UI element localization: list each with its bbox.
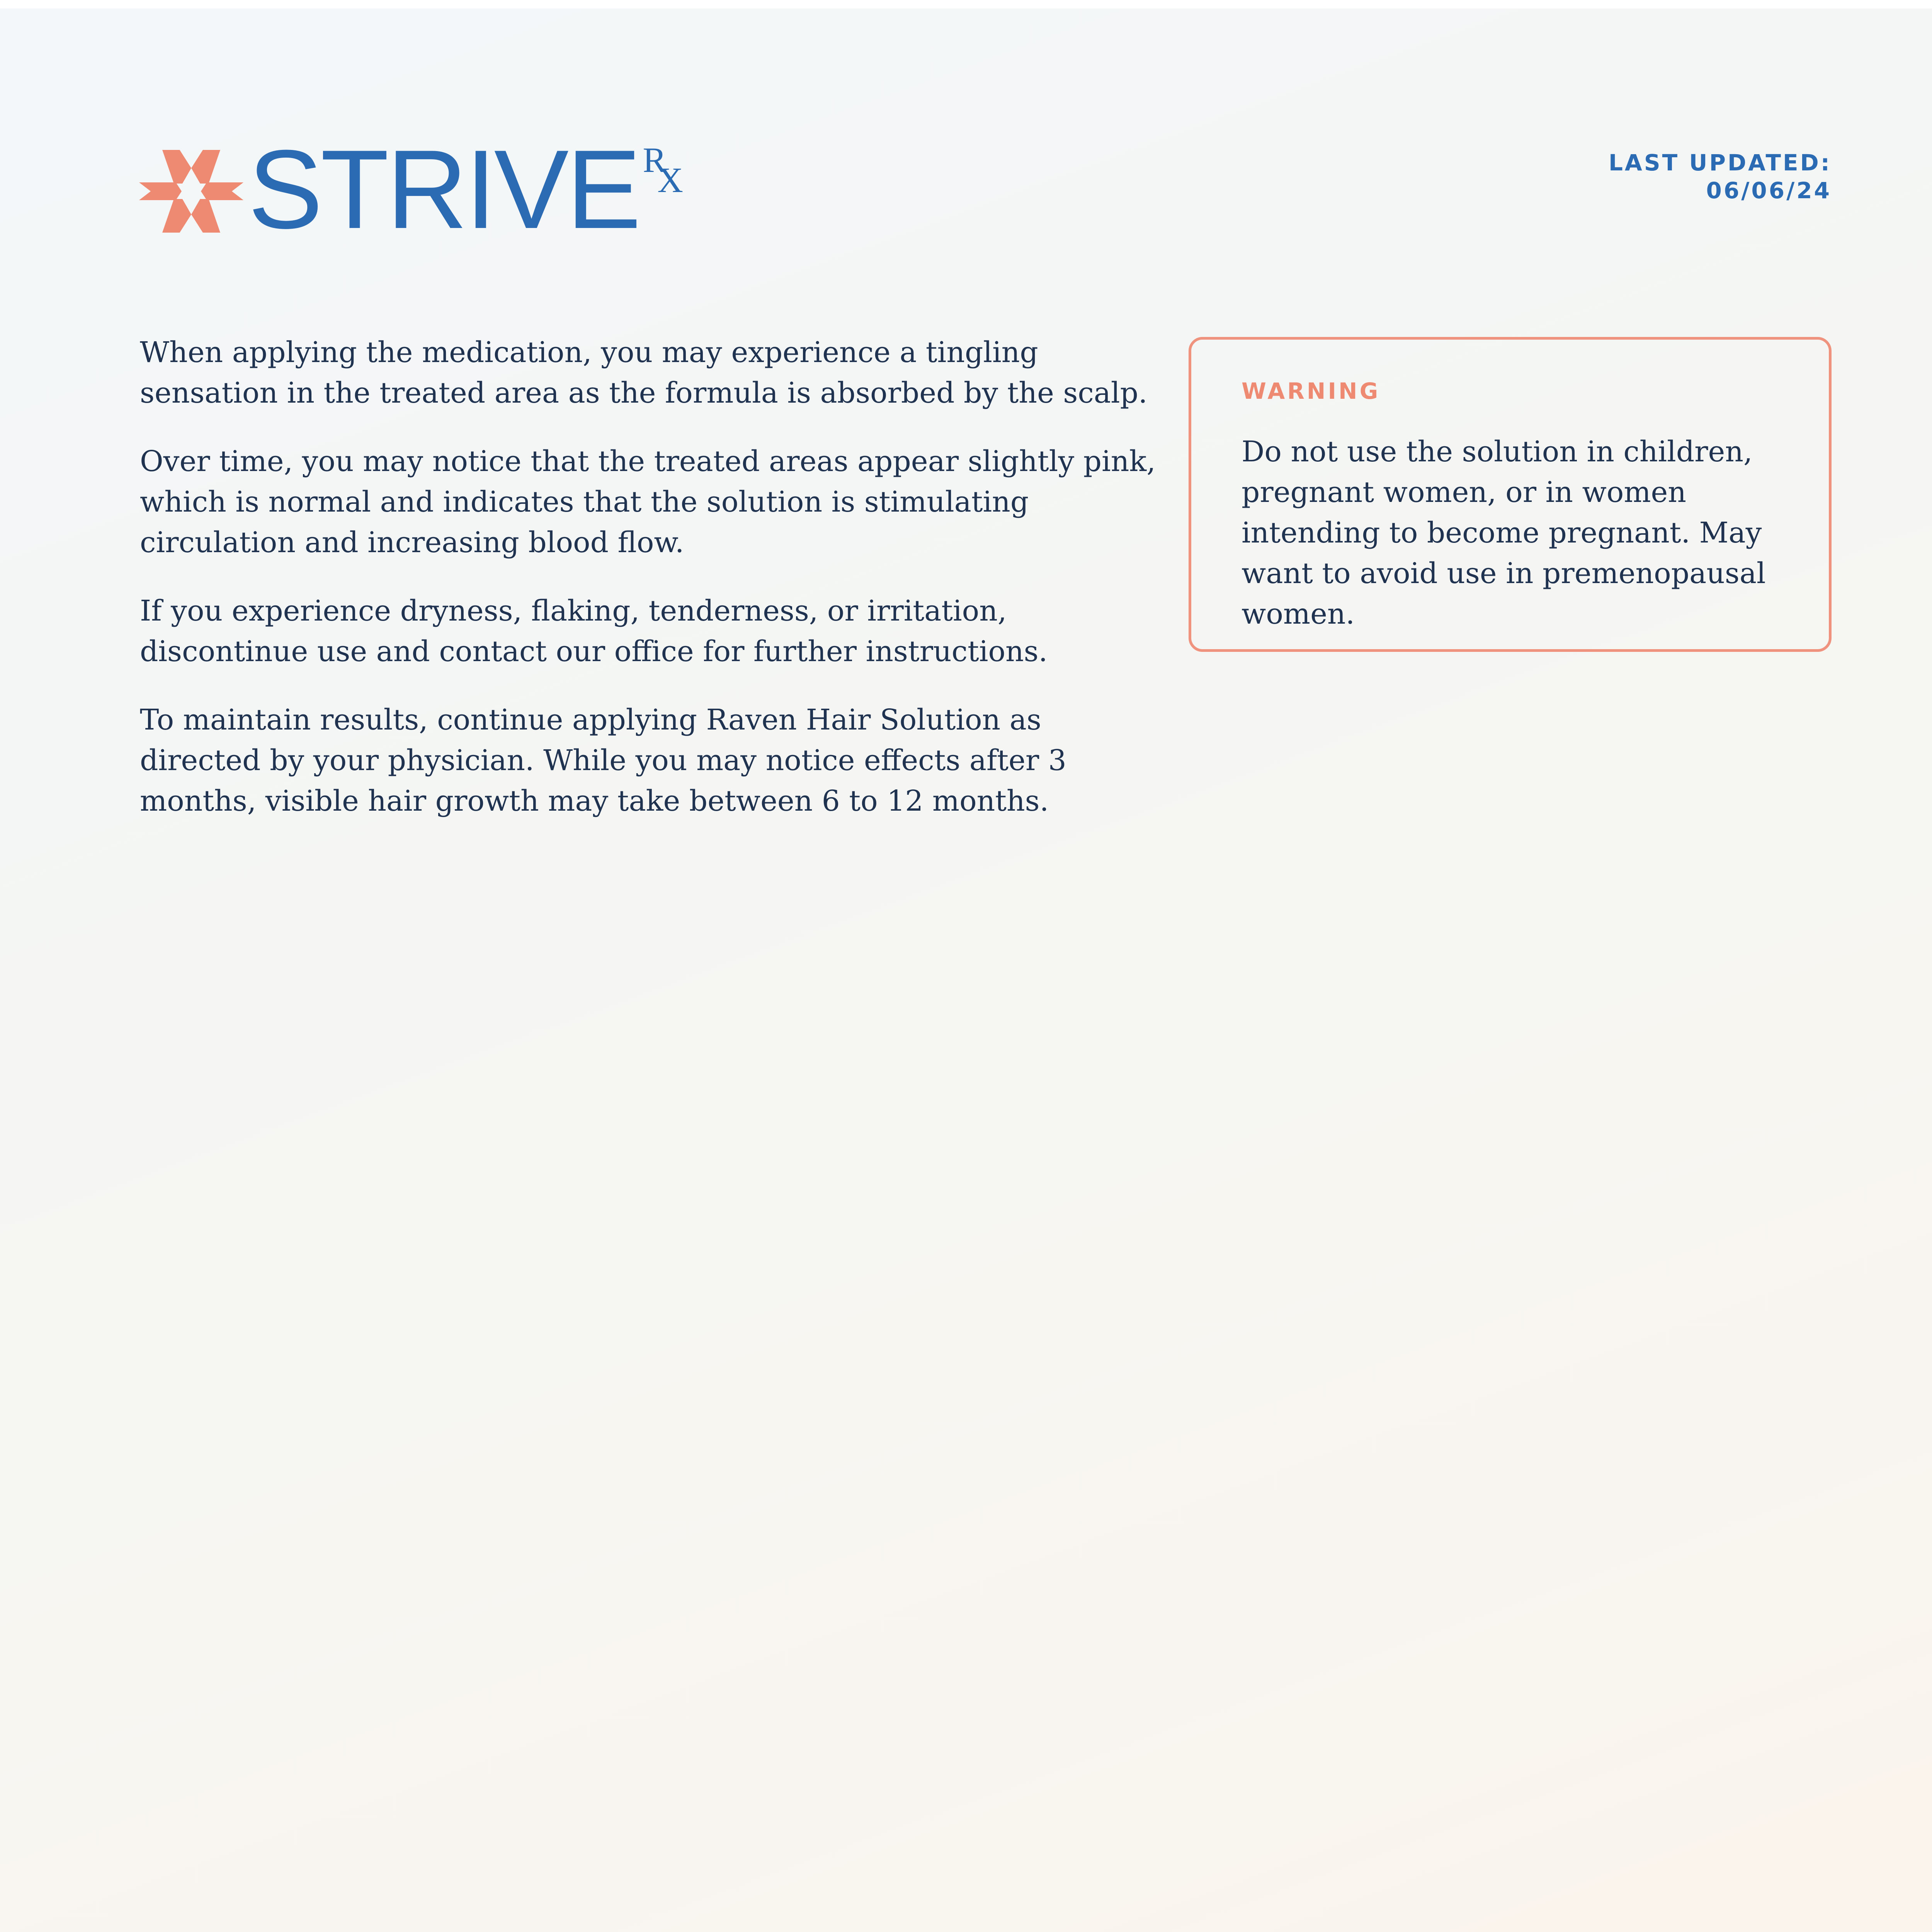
logo-rx-mark	[643, 139, 689, 216]
paragraph-pink-areas: Over time, you may notice that the treated areas appear slightly pink, which is normal and indicates that the solution is stimulating circulation and increasing blood flow.	[140, 445, 1156, 559]
warning-text: Do not use the solution in children, pregnant women, or in women intending to become pregnant. May want to avoid use in premenopausal women.	[1242, 435, 1766, 631]
paragraph-irritation: If you experience dryness, flaking, tenderness, or irritation, discontinue use and contact our office for further instructions.	[140, 594, 1048, 668]
page-top-edge	[0, 0, 1932, 9]
warning-title: WARNING	[1242, 378, 1381, 404]
last-updated-label: LAST UPDATED:	[1608, 150, 1832, 176]
logo-rx-x: X	[657, 160, 683, 200]
warning-box	[1189, 337, 1832, 652]
logo-wordmark: STRIVE	[248, 127, 639, 252]
strive-rx-logo	[139, 127, 689, 252]
instructions-body	[140, 332, 1160, 849]
last-updated-date: 06/06/24	[1706, 177, 1832, 204]
strive-star-icon	[139, 147, 243, 236]
last-updated	[1609, 149, 1832, 204]
logo-rx-r: R	[643, 140, 667, 180]
paragraph-tingling: When applying the medication, you may experience a tingling sensation in the treated area as the formula is absorbed by the scalp.	[140, 336, 1148, 410]
paragraph-results: To maintain results, continue applying Raven Hair Solution as directed by your physician. While you may notice effects after 3 months, visible hair growth may take between 6 to 12 months.	[140, 703, 1066, 818]
